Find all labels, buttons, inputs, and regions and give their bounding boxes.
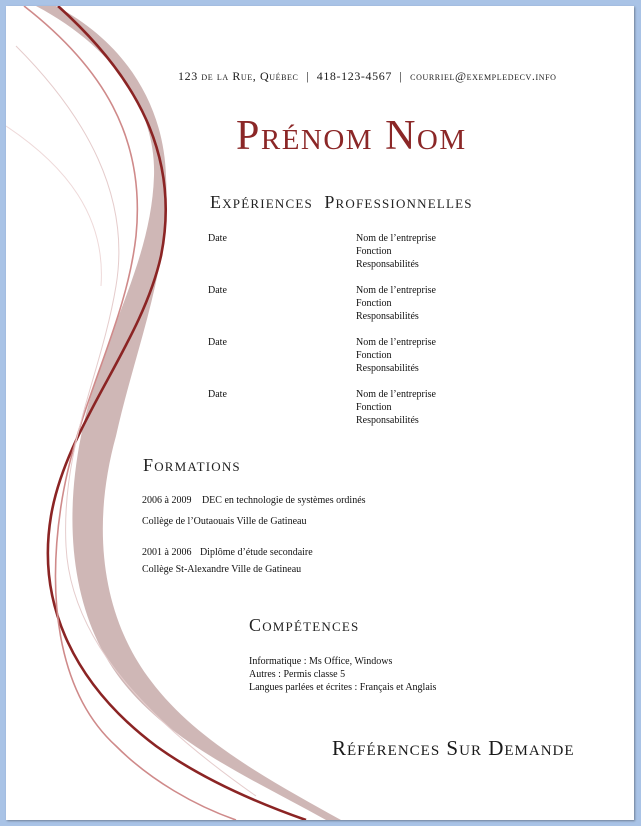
formation-years: 2006 à 2009 xyxy=(142,495,192,506)
experience-company: Nom de l’entreprise xyxy=(356,233,436,244)
experience-details xyxy=(356,388,436,427)
experience-duties: Responsabilités xyxy=(356,415,419,426)
experience-date: Date xyxy=(208,389,227,400)
formation-years: 2001 à 2006 xyxy=(142,547,192,558)
experience-role: Fonction xyxy=(356,350,392,361)
experience-company: Nom de l’entreprise xyxy=(356,337,436,348)
experience-date: Date xyxy=(208,233,227,244)
experience-details xyxy=(356,336,436,375)
experience-duties: Responsabilités xyxy=(356,259,419,270)
resume-page xyxy=(6,6,634,820)
experience-duties: Responsabilités xyxy=(356,363,419,374)
formation-degree: DEC en technologie de systèmes ordinés xyxy=(201,495,366,506)
experience-date: Date xyxy=(208,285,227,296)
candidate-name: Prénom Nom xyxy=(236,113,467,159)
contact-separator: | xyxy=(306,69,310,83)
wave-pink xyxy=(24,6,236,820)
formation-school: Collège St-Alexandre Ville de Gatineau xyxy=(142,564,302,575)
contact-separator: | xyxy=(399,69,403,83)
formation-line xyxy=(142,494,366,507)
contact-phone: 418-123-4567 xyxy=(316,69,392,83)
formations-title: Formations xyxy=(143,455,241,475)
experience-details xyxy=(356,232,436,271)
experiences-title: Expériences Professionnelles xyxy=(210,192,473,212)
contact-line xyxy=(178,69,557,84)
contact-address: 123 de la Rue, Québec xyxy=(178,69,299,83)
experience-company: Nom de l’entreprise xyxy=(356,389,436,400)
competence-line: Autres : Permis classe 5 xyxy=(249,669,346,680)
experience-role: Fonction xyxy=(356,402,392,413)
experience-details xyxy=(356,284,436,323)
competences-title: Compétences xyxy=(249,615,360,635)
experience-role: Fonction xyxy=(356,298,392,309)
formation-degree: Diplôme d’étude secondaire xyxy=(199,547,313,558)
wave-faint-2 xyxy=(6,126,101,286)
experience-date: Date xyxy=(208,337,227,348)
contact-email: courriel@exempledecv.info xyxy=(410,69,557,83)
experience-company: Nom de l’entreprise xyxy=(356,285,436,296)
references-note: Références Sur Demande xyxy=(332,736,575,760)
formation-line xyxy=(142,546,313,559)
experience-duties: Responsabilités xyxy=(356,311,419,322)
experience-role: Fonction xyxy=(356,246,392,257)
competence-line: Langues parlées et écrites : Français et Anglais xyxy=(249,682,437,693)
formation-school: Collège de l’Outaouais Ville de Gatineau xyxy=(142,516,307,527)
competence-line: Informatique : Ms Office, Windows xyxy=(249,656,393,667)
